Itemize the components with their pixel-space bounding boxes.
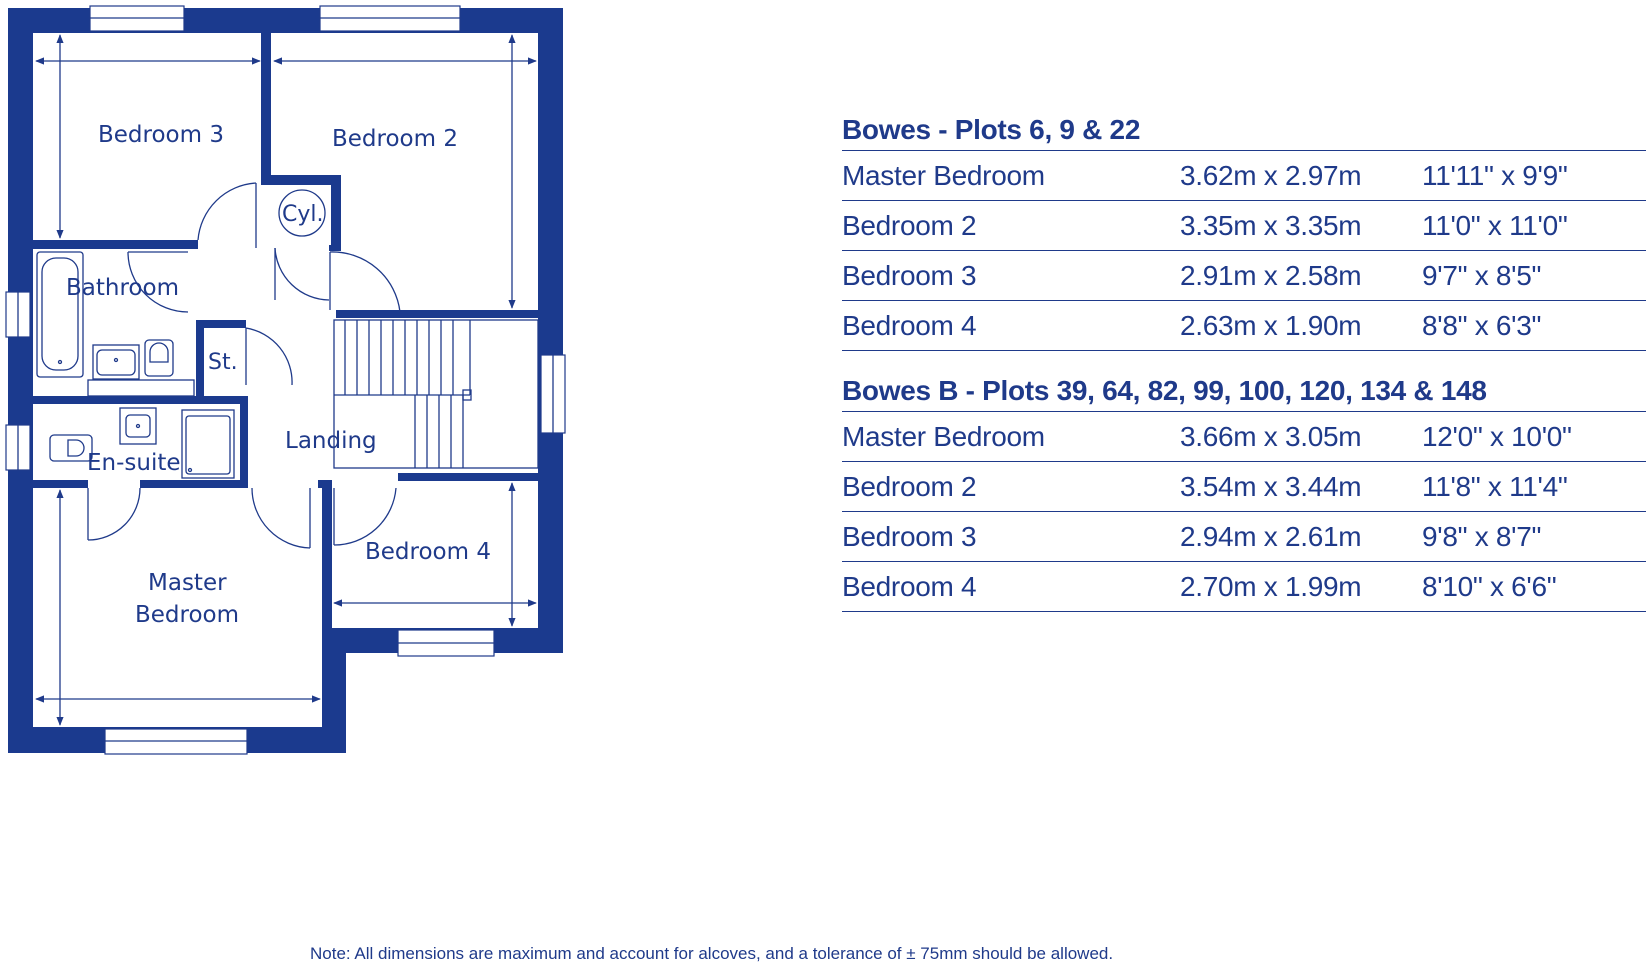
table-row xyxy=(842,151,1646,201)
imperial-size: 11'0" x 11'0" xyxy=(1422,210,1568,241)
room-label-cylinder: Cyl. xyxy=(282,202,324,227)
room-name: Bedroom 4 xyxy=(842,310,977,341)
metric-size: 3.62m x 2.97m xyxy=(1180,160,1362,191)
table-plots-6-9-22 xyxy=(842,110,1646,351)
metric-size: 2.63m x 1.90m xyxy=(1180,310,1362,341)
table-row xyxy=(842,462,1646,512)
metric-size: 2.70m x 1.99m xyxy=(1180,571,1362,602)
metric-size: 3.35m x 3.35m xyxy=(1180,210,1362,241)
room-name: Bedroom 4 xyxy=(842,571,977,602)
metric-size: 3.54m x 3.44m xyxy=(1180,471,1362,502)
room-name: Bedroom 3 xyxy=(842,260,977,291)
room-label-bedroom2: Bedroom 2 xyxy=(332,126,458,152)
imperial-size: 12'0" x 10'0" xyxy=(1422,421,1572,452)
room-name: Master Bedroom xyxy=(842,160,1045,191)
room-label-store: St. xyxy=(208,350,238,375)
room-name: Bedroom 3 xyxy=(842,521,977,552)
metric-size: 2.91m x 2.58m xyxy=(1180,260,1362,291)
room-label-master-line1: Master xyxy=(148,570,227,596)
metric-size: 2.94m x 2.61m xyxy=(1180,521,1362,552)
room-name: Bedroom 2 xyxy=(842,471,977,502)
dimension-tables xyxy=(842,110,1646,612)
imperial-size: 11'8" x 11'4" xyxy=(1422,471,1568,502)
room-label-bedroom4: Bedroom 4 xyxy=(365,539,491,565)
room-label-master-line2: Bedroom xyxy=(135,602,240,628)
room-label-landing: Landing xyxy=(285,428,377,454)
room-label-bedroom3: Bedroom 3 xyxy=(98,122,224,148)
table-title: Bowes B - Plots 39, 64, 82, 99, 100, 120, 134 & 148 xyxy=(842,371,1646,412)
table-title: Bowes - Plots 6, 9 & 22 xyxy=(842,110,1646,151)
table-row xyxy=(842,512,1646,562)
dimensions-note: Note: All dimensions are maximum and account for alcoves, and a tolerance of ± 75mm should be allowed. xyxy=(310,944,1114,963)
table-spacer xyxy=(842,351,1646,371)
bath-fixtures xyxy=(37,252,194,396)
table-row xyxy=(842,201,1646,251)
table-row xyxy=(842,412,1646,462)
table-row xyxy=(842,251,1646,301)
floor-plan xyxy=(0,0,580,760)
table-row xyxy=(842,562,1646,612)
room-label-bathroom: Bathroom xyxy=(66,275,179,301)
imperial-size: 9'7" x 8'5" xyxy=(1422,260,1542,291)
table-row xyxy=(842,301,1646,351)
imperial-size: 8'8" x 6'3" xyxy=(1422,310,1542,341)
room-name: Master Bedroom xyxy=(842,421,1045,452)
table-plots-bowes-b xyxy=(842,371,1646,612)
metric-size: 3.66m x 3.05m xyxy=(1180,421,1362,452)
imperial-size: 11'11" x 9'9" xyxy=(1422,160,1568,191)
imperial-size: 9'8" x 8'7" xyxy=(1422,521,1542,552)
room-name: Bedroom 2 xyxy=(842,210,977,241)
room-label-ensuite: En-suite xyxy=(87,450,181,476)
imperial-size: 8'10" x 6'6" xyxy=(1422,571,1557,602)
